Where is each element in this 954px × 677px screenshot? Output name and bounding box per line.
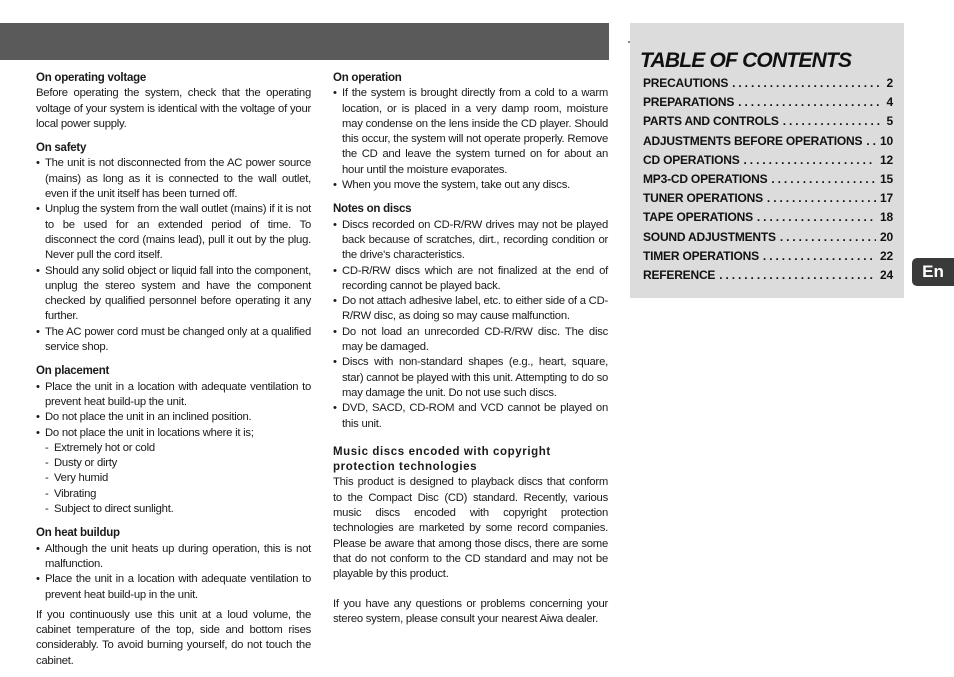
toc-entry-label: TUNER OPERATIONS [643, 191, 763, 206]
bullet-list [36, 542, 311, 603]
bullet-list [333, 218, 608, 432]
section-placement [36, 363, 311, 517]
list-item: • Discs with non-standard shapes (e.g., heart, square, star) cannot be played with this unit. Attempting to do so may damage the unit. Do not use such discs. [333, 355, 608, 401]
toc-entry-page: 2 [886, 76, 893, 90]
list-item: • Unplug the system from the wall outlet (mains) if it is not to be used for an extended period of time. To disconnect the cord (mains lead), pull it out by the plug. Never pull the cord itself. [36, 202, 311, 263]
toc-entry[interactable] [643, 114, 893, 133]
list-item: • The unit is not disconnected from the AC power source (mains) as long as it is connected to the wall outlet, even if the unit itself has been turned off. [36, 156, 311, 202]
table-of-contents [630, 23, 904, 298]
toc-leader-dots [783, 114, 883, 128]
toc-entry-page: 20 [880, 229, 893, 244]
toc-entry-label: SOUND ADJUSTMENTS [643, 229, 776, 244]
toc-leader-dots [732, 76, 882, 90]
toc-leader-dots [763, 249, 876, 263]
toc-leader-dots [780, 230, 876, 244]
list-item: • DVD, SACD, CD-ROM and VCD cannot be played on this unit. [333, 401, 608, 432]
bullet-list [36, 380, 311, 441]
list-item: • Should any solid object or liquid fall into the component, unplug the stereo system and have the component checked by qualified personnel before operating it any further. [36, 264, 311, 325]
toc-entry[interactable] [643, 76, 893, 95]
section-heading: Music discs encoded with copyright protection technologies [333, 445, 551, 474]
toc-entry-page: 18 [880, 210, 893, 225]
section-operation [333, 70, 608, 193]
toc-entry[interactable] [643, 191, 893, 210]
list-item: • If the system is brought directly from a cold to a warm location, or is placed in a very damp room, moisture may condense on the lens inside the CD player. Should this occur, the system will not operate properly. Remove the CD and leave the system turned on for about an hour until the moisture evaporates. [333, 86, 608, 178]
section-text: This product is designed to playback discs that conform to the Compact Disc (CD) standard. Recently, various music discs encoded with copyright protection technologies are marketed by some record companies. Please be aware that among those discs, there are some that do not conform to the CD standard and may not be playable by this product. [333, 476, 608, 581]
bullet-list [36, 156, 311, 355]
sub-list-item: - Very humid [45, 471, 311, 486]
section-heading: On operation [333, 72, 402, 84]
sub-list-item: - Vibrating [45, 487, 311, 502]
toc-entry-page: 10 [880, 133, 893, 148]
sub-list-item: - Subject to direct sunlight. [45, 502, 311, 517]
toc-entry-label: MP3-CD OPERATIONS [643, 171, 768, 186]
sub-list-item: - Extremely hot or cold [45, 441, 311, 456]
section-safety [36, 140, 311, 355]
closing-text: If you have any questions or problems concerning your stereo system, please consult your nearest Aiwa dealer. [333, 597, 608, 625]
header-bar [0, 23, 609, 60]
spacer [333, 583, 608, 597]
list-item: • Discs recorded on CD-R/RW drives may not be played back because of scratches, dirt., recording condition or the drive's characteristics. [333, 218, 608, 264]
toc-entry-page: 24 [880, 267, 893, 282]
toc-leader-dots [757, 210, 876, 224]
toc-entry-page: 4 [886, 95, 893, 110]
list-item: • The AC power cord must be changed only at a qualified service shop. [36, 325, 311, 356]
toc-entry-label: ADJUSTMENTS BEFORE OPERATIONS [643, 133, 863, 148]
section-heat-buildup [36, 525, 311, 669]
section-heading: On heat buildup [36, 527, 120, 540]
bullet-list [333, 86, 608, 193]
toc-leader-dots [771, 172, 876, 186]
section-text: If you continuously use this unit at a loud volume, the cabinet temperature of the top, side and bottom rises considerably. To avoid burning yourself, do not touch the cabinet. [36, 608, 311, 667]
sub-list [36, 441, 311, 517]
list-item: • When you move the system, take out any discs. [333, 178, 608, 193]
sub-list-item: - Dusty or dirty [45, 456, 311, 471]
toc-entry[interactable] [643, 153, 893, 172]
toc-entry-page: 15 [880, 171, 893, 186]
toc-entry-page: 5 [886, 114, 893, 129]
middle-column [333, 70, 608, 635]
section-heading: On operating voltage [36, 72, 147, 84]
list-item: • CD-R/RW discs which are not finalized at the end of recording cannot be played back. [333, 264, 608, 295]
toc-entry-label: REFERENCE [643, 267, 716, 282]
toc-leader-dots [744, 153, 877, 167]
toc-leader-dots [866, 134, 876, 148]
section-heading: Notes on discs [333, 203, 412, 216]
list-item: • Do not place the unit in locations where it is; [36, 426, 311, 441]
toc-entry-label: PREPARATIONS [643, 95, 735, 110]
left-column [36, 70, 311, 677]
toc-entry-label: TIMER OPERATIONS [643, 248, 759, 263]
toc-entry-label: CD OPERATIONS [643, 152, 740, 167]
toc-entry[interactable] [643, 134, 893, 153]
toc-list [643, 76, 893, 287]
toc-entry[interactable] [643, 268, 893, 287]
list-item: • Place the unit in a location with adequate ventilation to prevent heat build-up in the unit. [36, 572, 311, 603]
toc-title: TABLE OF CONTENTS [640, 49, 852, 72]
toc-entry-label: TAPE OPERATIONS [643, 210, 753, 225]
section-text: Before operating the system, check that the operating voltage of your system is identical with the voltage of your local power supply. [36, 87, 311, 130]
list-item: • Although the unit heats up during operation, this is not malfunction. [36, 542, 311, 573]
toc-leader-dots [738, 95, 882, 109]
toc-entry[interactable] [643, 210, 893, 229]
section-operating-voltage [36, 70, 311, 132]
toc-entry[interactable] [643, 95, 893, 114]
toc-entry[interactable] [643, 230, 893, 249]
list-item: • Do not load an unrecorded CD-R/RW disc. The disc may be damaged. [333, 325, 608, 356]
list-item: • Do not attach adhesive label, etc. to either side of a CD-R/RW disc, as doing so may cause malfunction. [333, 294, 608, 325]
section-heading: On placement [36, 365, 110, 378]
toc-entry-label: PRECAUTIONS [643, 76, 729, 90]
toc-leader-dots [719, 268, 876, 282]
toc-entry-label: PARTS AND CONTROLS [643, 114, 779, 129]
list-item: • Do not place the unit in an inclined position. [36, 410, 311, 425]
list-item: • Place the unit in a location with adequate ventilation to prevent heat build-up the unit. [36, 380, 311, 411]
section-discs [333, 201, 608, 431]
section-copyright [333, 444, 608, 627]
toc-leader-dots [767, 191, 876, 205]
toc-entry[interactable] [643, 172, 893, 191]
toc-entry[interactable] [643, 249, 893, 268]
section-heading: On safety [36, 142, 87, 155]
toc-entry-page: 17 [880, 191, 893, 206]
language-tab: En [912, 258, 954, 286]
toc-entry-page: 12 [880, 152, 893, 167]
toc-entry-page: 22 [880, 248, 893, 263]
